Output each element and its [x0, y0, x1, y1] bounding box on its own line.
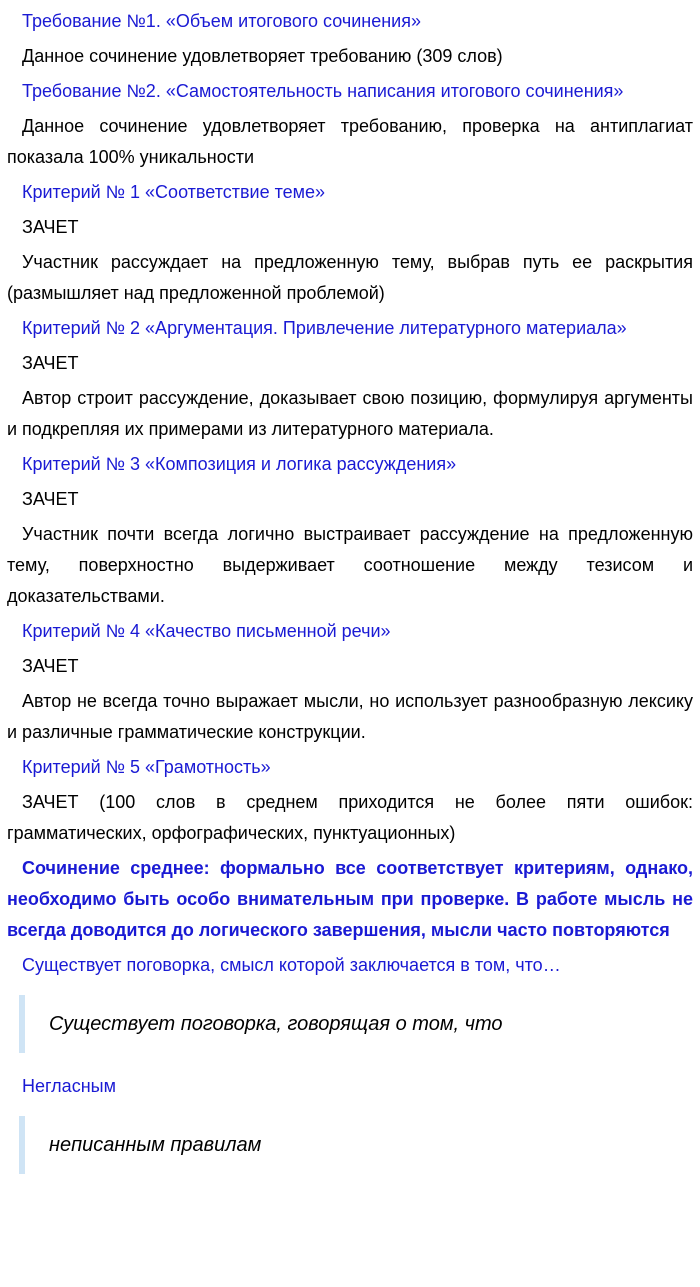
review-paragraph: ЗАЧЕТ — [22, 353, 79, 373]
review-paragraph: ЗАЧЕТ — [22, 656, 79, 676]
review-paragraph: ЗАЧЕТ — [22, 217, 79, 237]
criterion-heading: Требование №2. «Самостоятельность написания итогового сочинения» — [22, 81, 624, 101]
quote-block-2 — [19, 1116, 693, 1174]
review-paragraph: Участник почти всегда логично выстраивает рассуждение на предложенную тему, поверхностно выдерживает соотношение между тезисом и доказательствами. — [7, 524, 693, 606]
review-paragraph: ЗАЧЕТ — [22, 489, 79, 509]
criterion-heading: Существует поговорка, смысл которой заключается в том, что… — [22, 955, 561, 975]
criterion-heading: Критерий № 3 «Композиция и логика рассуждения» — [22, 454, 457, 474]
criterion-heading: Требование №1. «Объем итогового сочинения» — [22, 11, 421, 31]
quote-text-1: Существует поговорка, говорящая о том, что — [49, 1013, 503, 1035]
quote-text-2: неписанным правилам — [49, 1134, 262, 1156]
summary-paragraph: Сочинение среднее: формально все соответствует критериям, однако, необходимо быть особо внимательным при проверке. В работе мысль не всегда доводится до логического завершения, мысли часто повторяются — [7, 858, 693, 940]
criterion-heading: Критерий № 1 «Соответствие теме» — [22, 182, 326, 202]
review-paragraph: Данное сочинение удовлетворяет требованию, проверка на антиплагиат показала 100% уникальности — [7, 116, 693, 167]
review-paragraph: Данное сочинение удовлетворяет требованию (309 слов) — [22, 46, 503, 66]
criterion-heading: Критерий № 4 «Качество письменной речи» — [22, 621, 391, 641]
review-paragraph: Автор строит рассуждение, доказывает свою позицию, формулируя аргументы и подкрепляя их примерами из литературного материала. — [7, 388, 693, 439]
criterion-heading: Критерий № 5 «Грамотность» — [22, 757, 271, 777]
criterion-heading: Критерий № 2 «Аргументация. Привлечение литературного материала» — [22, 318, 627, 338]
review-paragraphs — [7, 6, 693, 981]
quote-block-1 — [19, 995, 693, 1053]
review-paragraph: Автор не всегда точно выражает мысли, но использует разнообразную лексику и различные грамматические конструкции. — [7, 691, 693, 742]
highlighted-word: Негласным — [22, 1076, 116, 1096]
review-paragraph: Участник рассуждает на предложенную тему, выбрав путь ее раскрытия (размышляет над предложенной проблемой) — [7, 252, 693, 303]
review-paragraph: ЗАЧЕТ (100 слов в среднем приходится не более пяти ошибок: грамматических, орфографических, пунктуационных) — [7, 792, 693, 843]
